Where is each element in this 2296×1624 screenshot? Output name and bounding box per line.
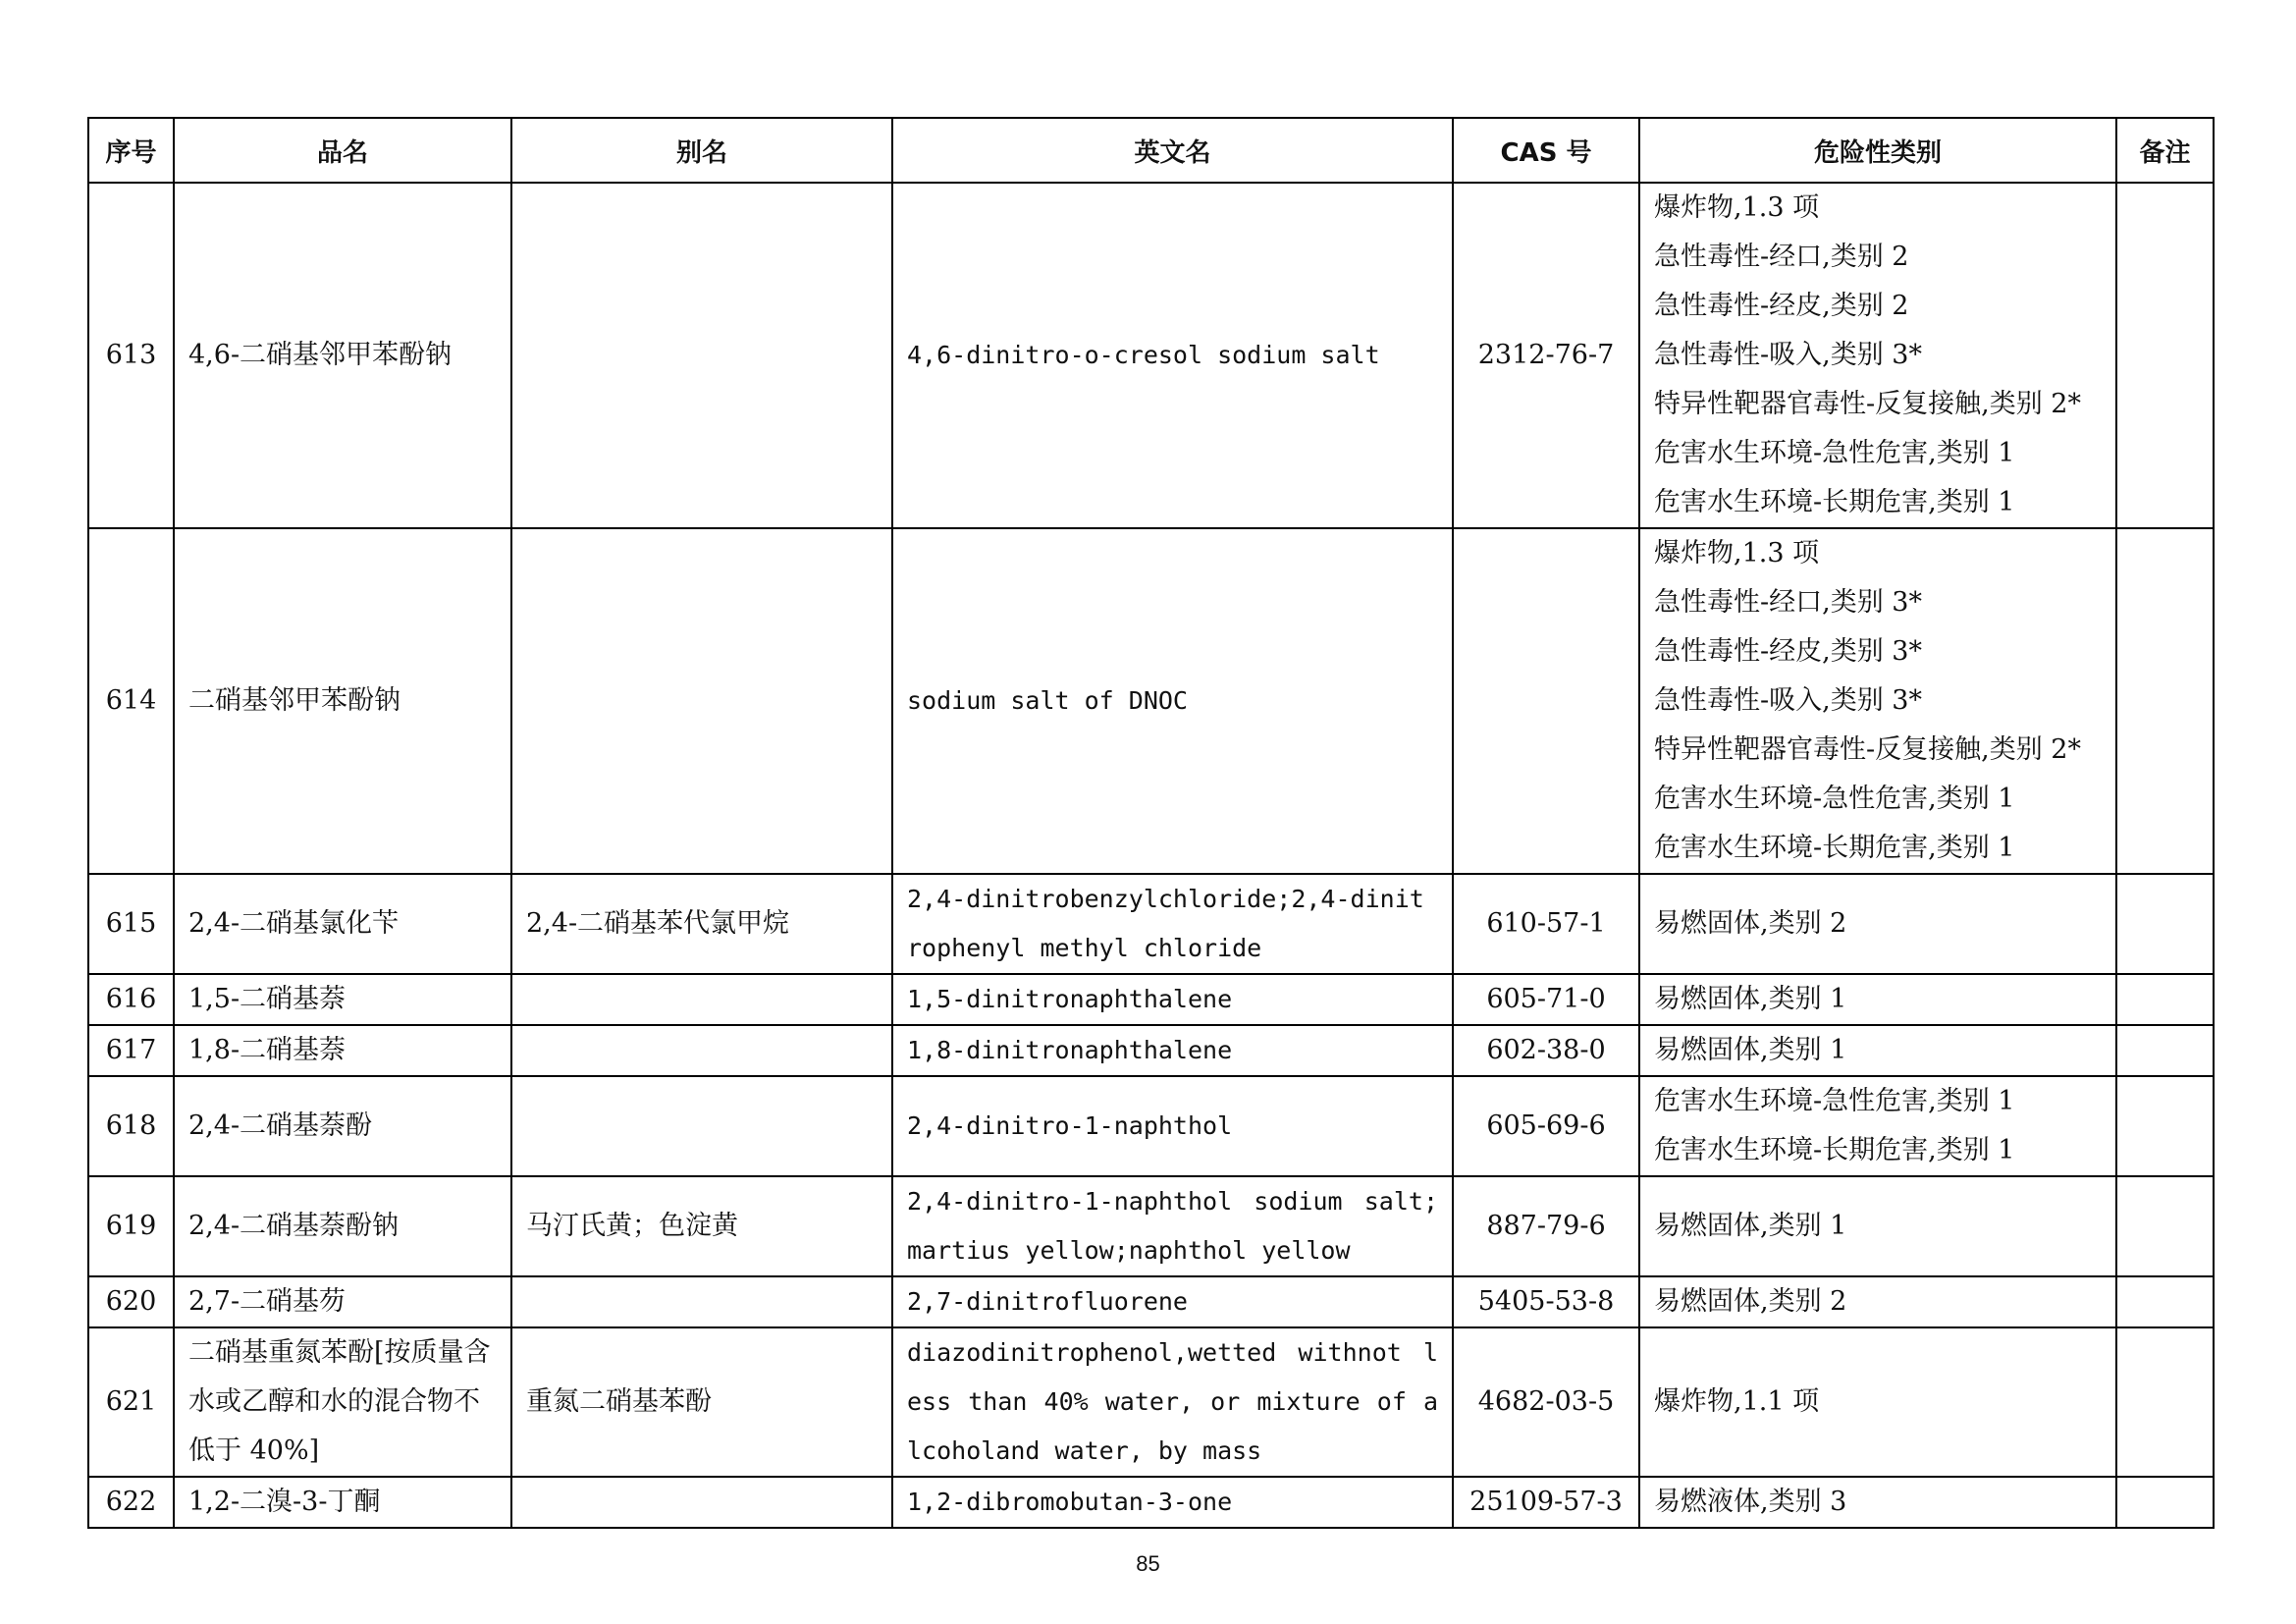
cas-cell: [1453, 528, 1639, 874]
name-cell: 二硝基邻甲苯酚钠: [174, 528, 511, 874]
seq-cell: 620: [88, 1276, 174, 1327]
hazard-line: 急性毒性-吸入,类别 3*: [1654, 685, 1922, 716]
english-name-cell: 1,8-dinitronaphthalene: [892, 1025, 1453, 1076]
english-name-cell: 2,7-dinitrofluorene: [892, 1276, 1453, 1327]
header-english: 英文名: [892, 118, 1453, 183]
seq-cell: 614: [88, 528, 174, 874]
remark-cell: [2116, 1076, 2214, 1176]
hazard-line: 爆炸物,1.1 项: [1654, 1386, 1820, 1417]
english-name-cell: 1,2-dibromobutan-3-one: [892, 1477, 1453, 1528]
hazard-line: 易燃固体,类别 1: [1654, 1035, 1847, 1065]
hazard-cell: [1639, 1327, 2116, 1477]
seq-cell: 618: [88, 1076, 174, 1176]
hazard-cell: [1639, 1276, 2116, 1327]
english-name-cell: sodium salt of DNOC: [892, 528, 1453, 874]
hazard-line: 特异性靶器官毒性-反复接触,类别 2*: [1654, 389, 2081, 419]
header-hazard: 危险性类别: [1639, 118, 2116, 183]
remark-cell: [2116, 1176, 2214, 1276]
header-seq: 序号: [88, 118, 174, 183]
english-name-cell: 2,4-dinitro-1-naphthol sodium salt;martius yellow;naphthol yellow: [892, 1176, 1453, 1276]
table-row: [88, 528, 2214, 874]
header-remark: 备注: [2116, 118, 2214, 183]
hazard-line: 危害水生环境-长期危害,类别 1: [1654, 833, 2015, 863]
table-header-row: [88, 118, 2214, 183]
hazard-line: 易燃固体,类别 2: [1654, 908, 1847, 939]
hazard-cell: [1639, 528, 2116, 874]
alias-cell: [511, 528, 892, 874]
header-alias: 别名: [511, 118, 892, 183]
english-name-cell: 2,4-dinitrobenzylchloride;2,4-dinitrophenyl methyl chloride: [892, 874, 1453, 974]
remark-cell: [2116, 1025, 2214, 1076]
hazard-cell: [1639, 1477, 2116, 1528]
remark-cell: [2116, 1327, 2214, 1477]
seq-cell: 617: [88, 1025, 174, 1076]
hazard-line: 爆炸物,1.3 项: [1654, 538, 1820, 568]
seq-cell: 619: [88, 1176, 174, 1276]
remark-cell: [2116, 528, 2214, 874]
cas-cell: 2312-76-7: [1453, 183, 1639, 528]
english-name-cell: 2,4-dinitro-1-naphthol: [892, 1076, 1453, 1176]
cas-cell: 602-38-0: [1453, 1025, 1639, 1076]
name-cell: 2,7-二硝基芴: [174, 1276, 511, 1327]
alias-cell: 重氮二硝基苯酚: [511, 1327, 892, 1477]
table-row: [88, 1025, 2214, 1076]
hazard-line: 易燃固体,类别 2: [1654, 1286, 1847, 1317]
table-body: [88, 183, 2214, 1528]
hazardous-chemicals-table: [87, 117, 2215, 1529]
table-row: [88, 1076, 2214, 1176]
cas-cell: 5405-53-8: [1453, 1276, 1639, 1327]
alias-cell: [511, 1276, 892, 1327]
seq-cell: 615: [88, 874, 174, 974]
english-name-cell: diazodinitrophenol,wetted withnot less than 40% water, or mixture of alcoholand water, by mass: [892, 1327, 1453, 1477]
alias-cell: [511, 1025, 892, 1076]
remark-cell: [2116, 183, 2214, 528]
cas-cell: 605-69-6: [1453, 1076, 1639, 1176]
table-row: [88, 1276, 2214, 1327]
hazard-line: 易燃固体,类别 1: [1654, 984, 1847, 1014]
remark-cell: [2116, 874, 2214, 974]
hazard-cell: [1639, 1025, 2116, 1076]
seq-cell: 613: [88, 183, 174, 528]
remark-cell: [2116, 1477, 2214, 1528]
cas-cell: 25109-57-3: [1453, 1477, 1639, 1528]
hazard-line: 危害水生环境-急性危害,类别 1: [1654, 1086, 2015, 1116]
hazard-cell: [1639, 183, 2116, 528]
table-row: [88, 1176, 2214, 1276]
name-cell: 1,2-二溴-3-丁酮: [174, 1477, 511, 1528]
table-row: [88, 874, 2214, 974]
seq-cell: 616: [88, 974, 174, 1025]
name-cell: 1,5-二硝基萘: [174, 974, 511, 1025]
remark-cell: [2116, 1276, 2214, 1327]
remark-cell: [2116, 974, 2214, 1025]
hazard-line: 易燃液体,类别 3: [1654, 1487, 1847, 1517]
alias-cell: 马汀氏黄；色淀黄: [511, 1176, 892, 1276]
hazard-line: 爆炸物,1.3 项: [1654, 192, 1820, 223]
table-row: [88, 183, 2214, 528]
cas-cell: 4682-03-5: [1453, 1327, 1639, 1477]
hazard-cell: [1639, 874, 2116, 974]
table-row: [88, 1327, 2214, 1477]
name-cell: 2,4-二硝基萘酚: [174, 1076, 511, 1176]
name-cell: 2,4-二硝基萘酚钠: [174, 1176, 511, 1276]
alias-cell: [511, 183, 892, 528]
hazard-cell: [1639, 1176, 2116, 1276]
hazard-line: 危害水生环境-急性危害,类别 1: [1654, 438, 2015, 468]
cas-cell: 605-71-0: [1453, 974, 1639, 1025]
english-name-cell: 4,6-dinitro-o-cresol sodium salt: [892, 183, 1453, 528]
table-row: [88, 1477, 2214, 1528]
name-cell: 1,8-二硝基萘: [174, 1025, 511, 1076]
hazard-line: 急性毒性-经皮,类别 3*: [1654, 636, 1922, 667]
cas-cell: 887-79-6: [1453, 1176, 1639, 1276]
hazard-line: 易燃固体,类别 1: [1654, 1211, 1847, 1241]
hazard-cell: [1639, 974, 2116, 1025]
seq-cell: 621: [88, 1327, 174, 1477]
hazard-line: 急性毒性-吸入,类别 3*: [1654, 340, 1922, 370]
header-name: 品名: [174, 118, 511, 183]
alias-cell: [511, 974, 892, 1025]
header-cas: CAS 号: [1453, 118, 1639, 183]
name-cell: 4,6-二硝基邻甲苯酚钠: [174, 183, 511, 528]
hazard-line: 危害水生环境-长期危害,类别 1: [1654, 1135, 2015, 1165]
hazard-line: 危害水生环境-长期危害,类别 1: [1654, 487, 2015, 517]
hazard-line: 危害水生环境-急性危害,类别 1: [1654, 784, 2015, 814]
alias-cell: [511, 1076, 892, 1176]
hazard-line: 急性毒性-经皮,类别 2: [1654, 291, 1909, 321]
hazard-line: 急性毒性-经口,类别 3*: [1654, 587, 1922, 618]
hazard-cell: [1639, 1076, 2116, 1176]
alias-cell: [511, 1477, 892, 1528]
hazard-line: 特异性靶器官毒性-反复接触,类别 2*: [1654, 734, 2081, 765]
cas-cell: 610-57-1: [1453, 874, 1639, 974]
name-cell: 二硝基重氮苯酚[按质量含水或乙醇和水的混合物不低于 40%]: [174, 1327, 511, 1477]
alias-cell: 2,4-二硝基苯代氯甲烷: [511, 874, 892, 974]
name-cell: 2,4-二硝基氯化苄: [174, 874, 511, 974]
hazard-line: 急性毒性-经口,类别 2: [1654, 242, 1909, 272]
seq-cell: 622: [88, 1477, 174, 1528]
page-number: 85: [1136, 1551, 1160, 1576]
table-row: [88, 974, 2214, 1025]
english-name-cell: 1,5-dinitronaphthalene: [892, 974, 1453, 1025]
